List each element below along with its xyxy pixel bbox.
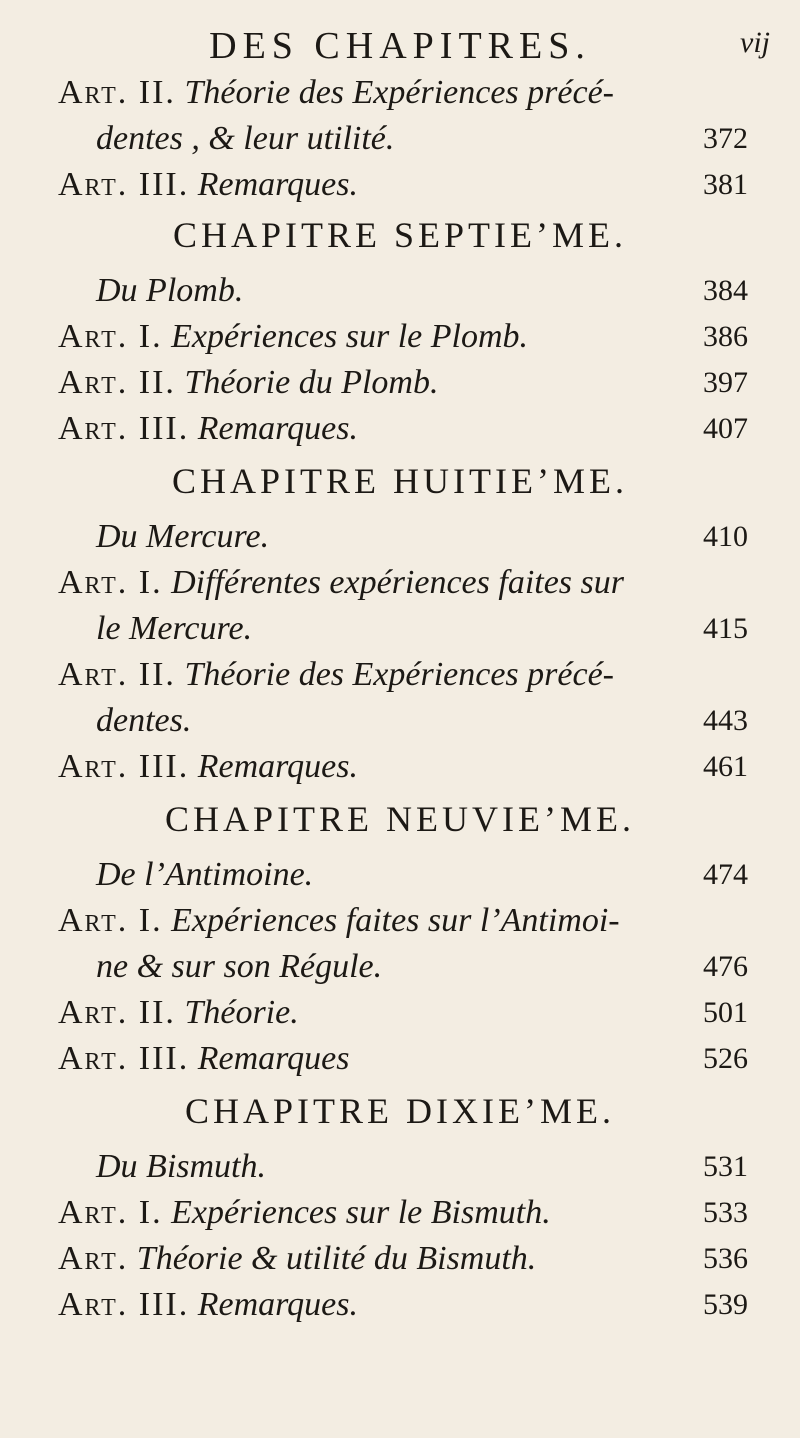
page-number: 386 (703, 320, 748, 353)
chapter-heading: CHAPITRE NEUVIE’ME. (165, 799, 635, 839)
entry-title: Remarques. (197, 166, 358, 203)
entry-title: Expériences sur le Bismuth. (171, 1194, 551, 1231)
toc-entry (58, 898, 748, 944)
toc-entry (58, 652, 748, 698)
page-number: 531 (703, 1150, 748, 1183)
article-label: Art. I. (58, 318, 163, 355)
page-number: 410 (703, 520, 748, 553)
subject-title: Du Bismuth. (96, 1148, 266, 1185)
entry-title: Théorie des Expériences précé- (184, 656, 614, 693)
entry-title: ne & sur son Régule. (96, 948, 383, 985)
entry-title: Expériences faites sur l’Antimoi- (171, 902, 620, 939)
article-label: Art. III. (58, 166, 190, 203)
entry-title: Remarques (197, 1040, 350, 1077)
entry-title: Remarques. (197, 410, 358, 447)
folio: vij (740, 26, 770, 59)
entry-title: Théorie du Plomb. (184, 364, 439, 401)
page-number: 539 (703, 1288, 748, 1321)
article-label: Art. I. (58, 902, 163, 939)
toc-entry (58, 1282, 748, 1328)
chapter-heading: CHAPITRE SEPTIE’ME. (173, 215, 627, 255)
toc-entry (58, 406, 748, 452)
page-number: 407 (703, 412, 748, 445)
entry-title: Remarques. (197, 748, 358, 785)
article-label: Art. I. (58, 1194, 163, 1231)
entry-title: dentes. (96, 702, 192, 739)
toc-entry (58, 744, 748, 790)
toc-entry (96, 116, 748, 162)
page-number: 501 (703, 996, 748, 1029)
page-number: 526 (703, 1042, 748, 1075)
subject-title: De l’Antimoine. (96, 856, 314, 893)
entry-title: Théorie des Expériences précé- (184, 74, 614, 111)
article-label: Art. II. (58, 656, 176, 693)
page-number: 533 (703, 1196, 748, 1229)
entry-title: dentes , & leur utilité. (96, 120, 395, 157)
page-number: 381 (703, 168, 748, 201)
page-number: 474 (703, 858, 748, 891)
entry-title: Théorie. (184, 994, 299, 1031)
article-label: Art. II. (58, 74, 176, 111)
entry-title: le Mercure. (96, 610, 253, 647)
entry-title: Théorie & utilité du Bismuth. (136, 1240, 537, 1277)
article-label: Art. III. (58, 1040, 190, 1077)
toc-entry (58, 1036, 748, 1082)
toc-entry (96, 698, 748, 744)
toc-entry (96, 606, 748, 652)
article-label: Art. (58, 1240, 129, 1277)
chapter-subject (96, 852, 748, 898)
page-number: 476 (703, 950, 748, 983)
subject-title: Du Mercure. (96, 518, 270, 555)
article-label: Art. I. (58, 564, 163, 601)
toc-entry (58, 1190, 748, 1236)
toc-entry (58, 314, 748, 360)
page-number: 536 (703, 1242, 748, 1275)
chapter-subject (96, 268, 748, 314)
toc-entry (58, 990, 748, 1036)
entry-title: Remarques. (197, 1286, 358, 1323)
page-number: 384 (703, 274, 748, 307)
toc-entry (58, 360, 748, 406)
chapter-heading: CHAPITRE HUITIE’ME. (172, 461, 628, 501)
article-label: Art. III. (58, 1286, 190, 1323)
toc-entry (58, 560, 748, 606)
page-number: 397 (703, 366, 748, 399)
chapter-heading: CHAPITRE DIXIE’ME. (185, 1091, 615, 1131)
article-label: Art. II. (58, 364, 176, 401)
article-label: Art. III. (58, 748, 190, 785)
entry-title: Expériences sur le Plomb. (171, 318, 529, 355)
page-number: 461 (703, 750, 748, 783)
toc-entry (58, 70, 748, 116)
entry-title: Différentes expériences faites sur (171, 564, 624, 601)
chapter-subject (96, 1144, 748, 1190)
toc-entry (96, 944, 748, 990)
article-label: Art. III. (58, 410, 190, 447)
chapter-subject (96, 514, 748, 560)
page-number: 415 (703, 612, 748, 645)
toc-entry (58, 162, 748, 208)
toc-entry (58, 1236, 748, 1282)
subject-title: Du Plomb. (96, 272, 244, 309)
running-head: DES CHAPITRES. (209, 25, 591, 67)
page-number: 443 (703, 704, 748, 737)
article-label: Art. II. (58, 994, 176, 1031)
page-number: 372 (703, 122, 748, 155)
